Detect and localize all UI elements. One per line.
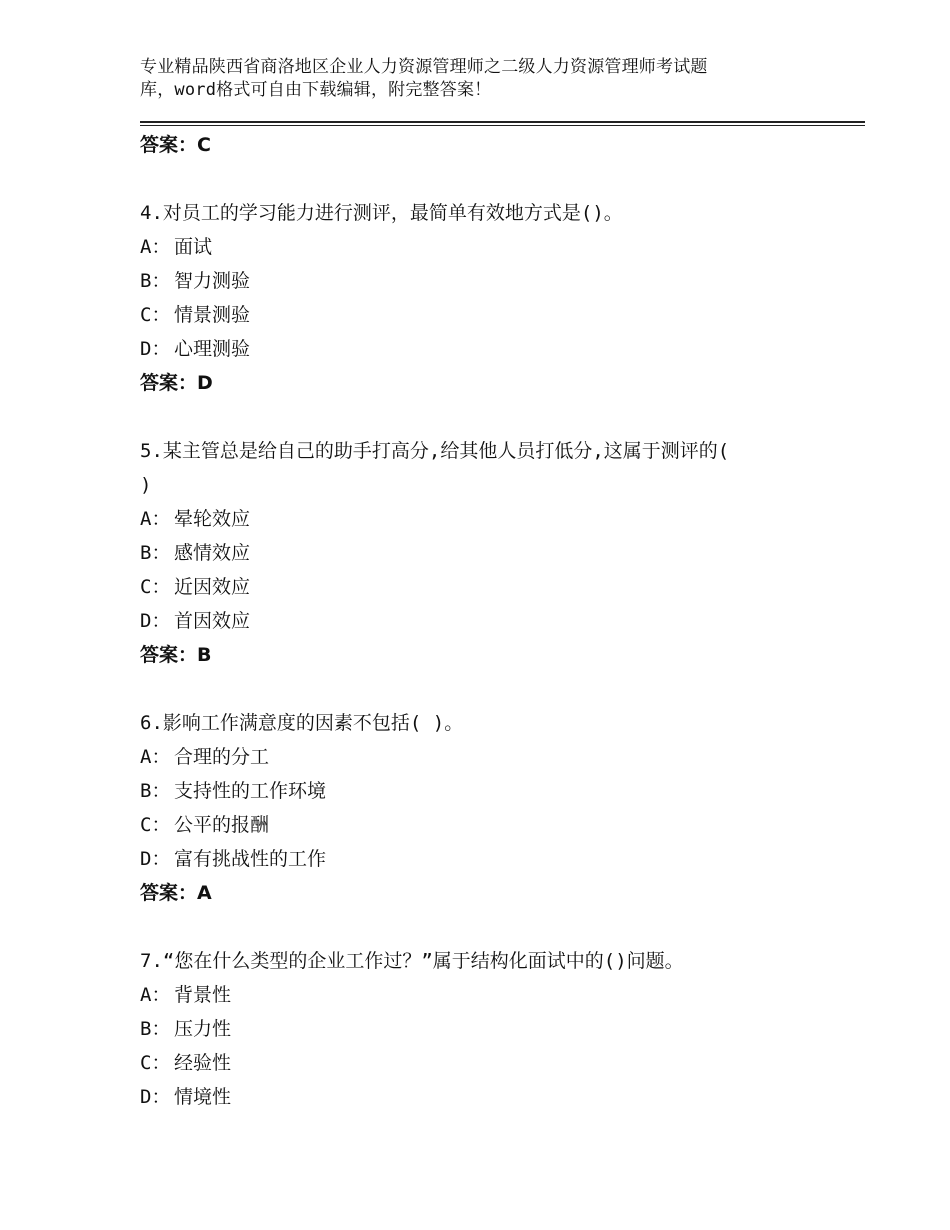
option-letter: B： xyxy=(140,1018,171,1040)
answer-line: 答案：B xyxy=(140,644,212,666)
option-b xyxy=(140,1012,840,1046)
option-letter: A： xyxy=(140,508,171,530)
option-text: 首因效应 xyxy=(174,610,251,632)
option-d xyxy=(140,842,840,876)
option-b xyxy=(140,774,840,808)
option-text: 智力测验 xyxy=(174,270,251,292)
option-text: 合理的分工 xyxy=(174,746,270,768)
question-stem-continued: ) xyxy=(140,474,152,496)
option-text: 公平的报酬 xyxy=(174,814,270,836)
option-letter: A： xyxy=(140,746,171,768)
spacer xyxy=(140,910,840,944)
option-a xyxy=(140,230,840,264)
option-text: 面试 xyxy=(174,236,213,258)
question-block-5 xyxy=(140,434,840,672)
question-block-4 xyxy=(140,196,840,400)
answer-line: 答案：A xyxy=(140,882,212,904)
option-d xyxy=(140,1080,840,1114)
option-letter: C： xyxy=(140,304,171,326)
document-body xyxy=(140,128,840,1114)
option-d xyxy=(140,332,840,366)
option-text: 近因效应 xyxy=(174,576,251,598)
option-text: 情境性 xyxy=(174,1086,232,1108)
option-letter: D： xyxy=(140,338,171,360)
option-letter: C： xyxy=(140,576,171,598)
option-b xyxy=(140,264,840,298)
spacer xyxy=(140,672,840,706)
option-c xyxy=(140,298,840,332)
option-c xyxy=(140,808,840,842)
option-letter: B： xyxy=(140,780,171,802)
option-c xyxy=(140,570,840,604)
option-text: 心理测验 xyxy=(174,338,251,360)
option-letter: C： xyxy=(140,1052,171,1074)
option-text: 压力性 xyxy=(174,1018,232,1040)
option-letter: D： xyxy=(140,1086,171,1108)
question-block-6 xyxy=(140,706,840,910)
question-stem: 6.影响工作满意度的因素不包括( )。 xyxy=(140,712,464,734)
option-a xyxy=(140,740,840,774)
spacer xyxy=(140,400,840,434)
option-a xyxy=(140,502,840,536)
option-text: 晕轮效应 xyxy=(174,508,251,530)
option-text: 经验性 xyxy=(174,1052,232,1074)
header-line-1: 专业精品陕西省商洛地区企业人力资源管理师之二级人力资源管理师考试题 xyxy=(140,57,708,77)
header-line-2: 库，word格式可自由下载编辑，附完整答案！ xyxy=(140,80,492,100)
question-block-7 xyxy=(140,944,840,1114)
spacer xyxy=(140,162,840,196)
option-a xyxy=(140,978,840,1012)
option-letter: B： xyxy=(140,270,171,292)
option-letter: A： xyxy=(140,236,171,258)
question-stem: 5.某主管总是给自己的助手打高分,给其他人员打低分,这属于测评的( xyxy=(140,440,730,462)
document-header xyxy=(140,56,820,102)
answer-line: 答案：D xyxy=(140,372,213,394)
question-stem: 7.“您在什么类型的企业工作过？”属于结构化面试中的()问题。 xyxy=(140,950,684,972)
option-text: 富有挑战性的工作 xyxy=(174,848,327,870)
answer-line: 答案：C xyxy=(140,134,211,156)
option-text: 感情效应 xyxy=(174,542,251,564)
option-c xyxy=(140,1046,840,1080)
option-text: 情景测验 xyxy=(174,304,251,326)
question-stem: 4.对员工的学习能力进行测评，最简单有效地方式是()。 xyxy=(140,202,623,224)
option-letter: B： xyxy=(140,542,171,564)
header-rule-thin xyxy=(140,125,865,126)
option-letter: C： xyxy=(140,814,171,836)
option-letter: D： xyxy=(140,610,171,632)
option-letter: A： xyxy=(140,984,171,1006)
option-text: 背景性 xyxy=(174,984,232,1006)
option-text: 支持性的工作环境 xyxy=(174,780,327,802)
option-letter: D： xyxy=(140,848,171,870)
option-d xyxy=(140,604,840,638)
option-b xyxy=(140,536,840,570)
header-rule-thick xyxy=(140,121,865,123)
